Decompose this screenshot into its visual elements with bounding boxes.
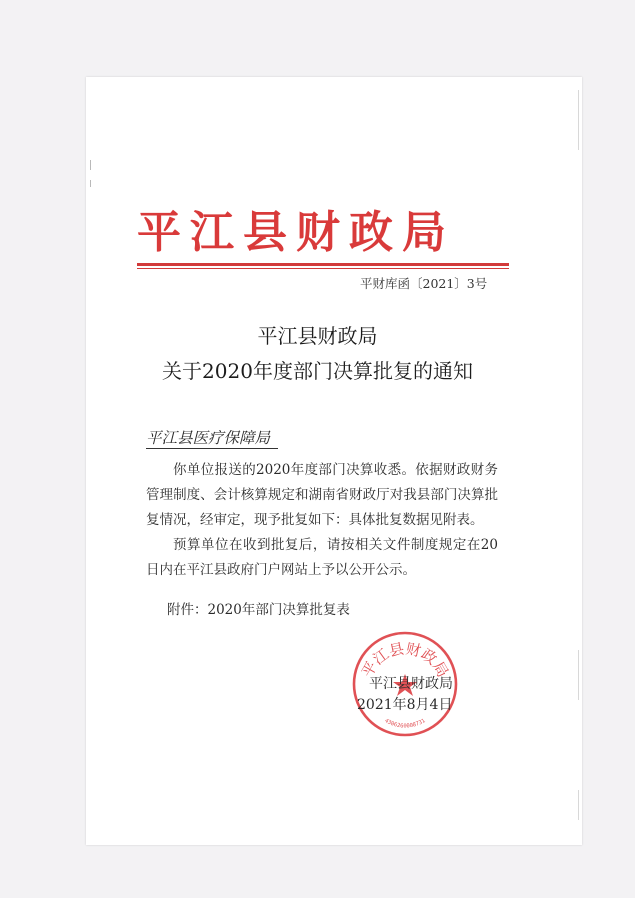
recipient: 平江县医疗保障局 [146,428,278,449]
signature-issuer: 平江县财政局 [369,676,453,692]
body-paragraph: 你单位报送的2020年度部门决算收悉。依据财政财务管理制度、会计核算规定和湖南省财政厅对我县部门决算批复情况，经审定，现予批复如下：具体批复数据见附表。 [146,462,498,528]
page-edge [578,90,579,150]
attachment-line: 附件：2020年部门决算批复表 [167,602,350,618]
scan-mark [90,160,91,170]
page-edge [578,650,579,700]
document-number: 平财库函〔2021〕3号 [360,276,488,291]
signature-date: 2021年8月4日 [357,697,453,713]
body-paragraph: 预算单位在收到批复后，请按相关文件制度规定在20日内在平江县政府门户网站上予以公开公示。 [146,537,498,578]
letterhead-rule-thin [137,268,509,269]
document-title-line1: 平江县财政局 [257,324,378,348]
letterhead-rule [137,263,509,266]
svg-text:4306260008731: 4306260008731 [383,718,427,730]
page-edge [578,790,579,820]
document-title-line2: 关于2020年度部门决算批复的通知 [162,359,473,383]
scan-mark [90,180,91,187]
letterhead-title: 平江县财政局 [137,207,455,258]
svg-text:平江县财政局: 平江县财政局 [357,639,453,681]
